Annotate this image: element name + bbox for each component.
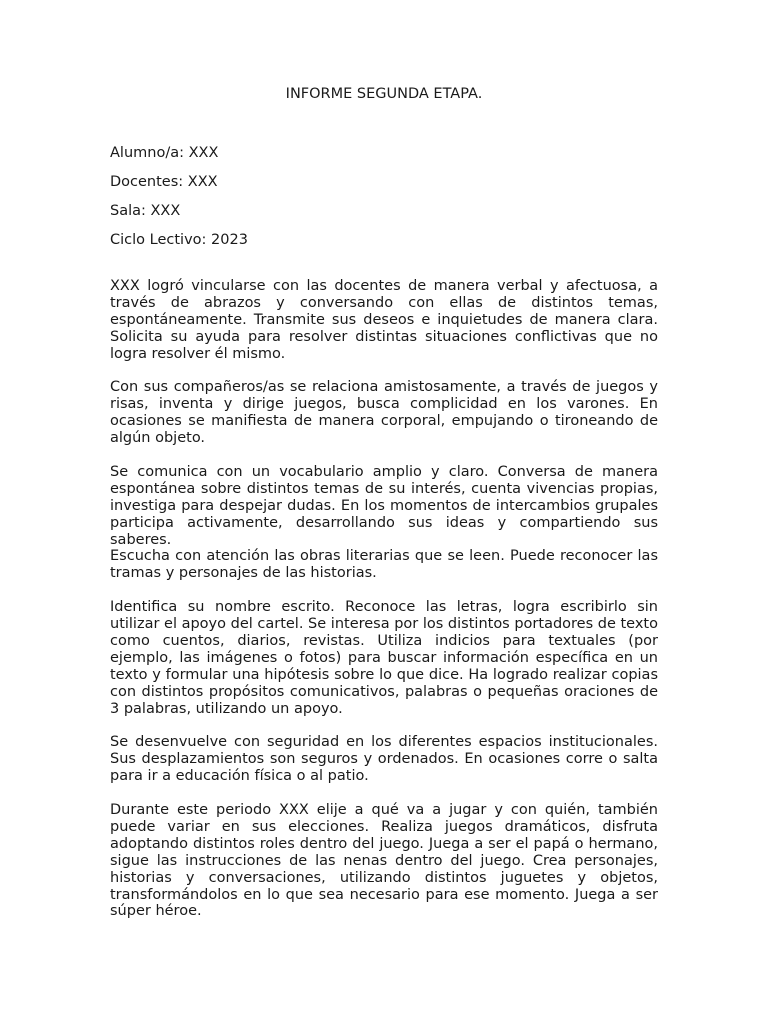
paragraph-peers: Con sus compañeros/as se relaciona amistosamente, a través de juegos y risas, inventa y dirige juegos, busca complicidad en los varones. En ocasiones se manifiesta de manera corporal, empujando o tironeando de algún objeto. (110, 379, 658, 447)
student-name: Alumno/a: XXX (110, 145, 219, 161)
paragraph-teachers-bond: XXX logró vincularse con las docentes de manera verbal y afectuosa, a través de abrazos y conversando con ellas de distintos temas, espontáneamente. Transmite sus deseos e inquietudes de manera clara. Solicita su ayuda para resolver distintas situaciones conflictivas que no logra resolver él mismo. (110, 278, 658, 362)
paragraph-literature: Escucha con atención las obras literarias que se leen. Puede reconocer las tramas y personajes de las historias. (110, 548, 658, 582)
report-body (110, 278, 658, 937)
paragraph-spaces: Se desenvuelve con seguridad en los diferentes espacios institucionales. Sus desplazamientos son seguros y ordenados. En ocasiones corre o salta para ir a educación física o al patio. (110, 734, 658, 785)
classroom: Sala: XXX (110, 203, 181, 219)
paragraph-communication: Se comunica con un vocabulario amplio y claro. Conversa de manera espontánea sobre distintos temas de su interés, cuenta vivencias propias, investiga para despejar dudas. En los momentos de intercambios grupales participa activamente, desarrollando sus ideas y compartiendo sus saberes. (110, 463, 658, 548)
school-year: Ciclo Lectivo: 2023 (110, 232, 248, 248)
paragraph-literacy: Identifica su nombre escrito. Reconoce las letras, logra escribirlo sin utilizar el apoyo del cartel. Se interesa por los distintos portadores de texto como cuentos, diarios, revistas. Utiliza indicios para textuales (por ejemplo, las imágenes o fotos) para buscar información específica en un texto y formular una hipótesis sobre lo que dice. Ha logrado realizar copias con distintos propósitos comunicativos, palabras o pequeñas oraciones de 3 palabras, utilizando un apoyo. (110, 599, 658, 717)
document-title: INFORME SEGUNDA ETAPA. (285, 86, 483, 102)
paragraph-play: Durante este periodo XXX elije a qué va a jugar y con quién, también puede variar en sus elecciones. Realiza juegos dramáticos, disfruta adoptando distintos roles dentro del juego. Juega a ser el papá o hermano, sigue las instrucciones de las nenas dentro del juego. Crea personajes, historias y conversaciones, utilizando distintos juguetes y objetos, transformándolos en lo que sea necesario para ese momento. Juega a ser súper héroe. (110, 802, 658, 920)
teachers: Docentes: XXX (110, 174, 218, 190)
student-info (110, 144, 658, 260)
